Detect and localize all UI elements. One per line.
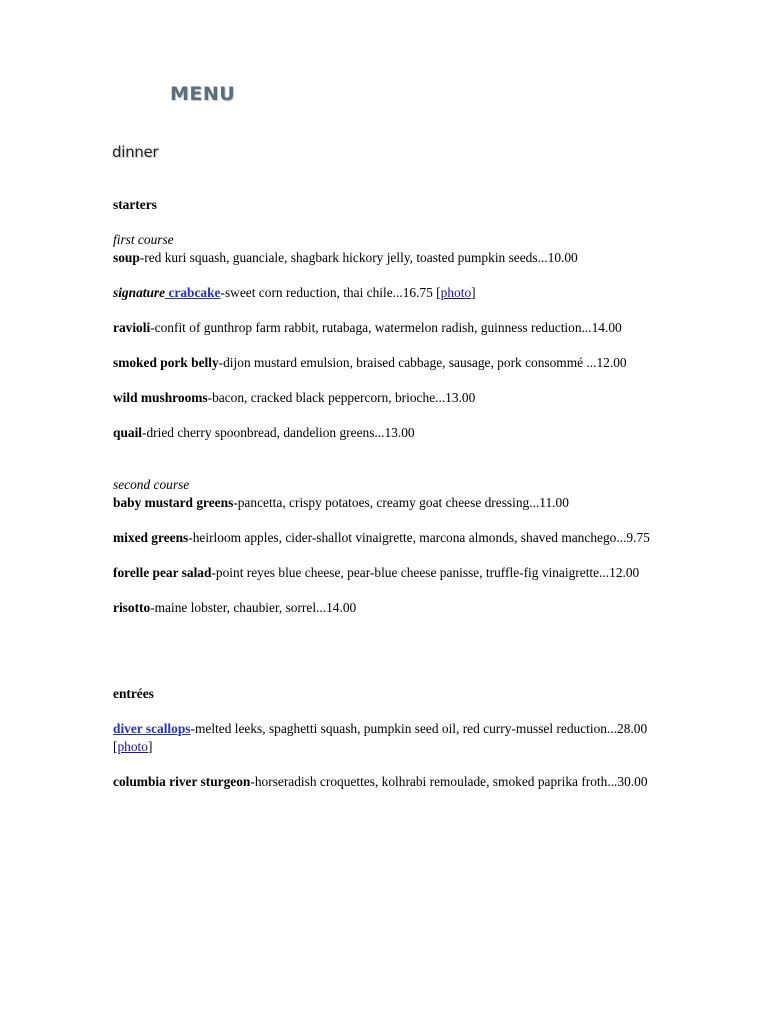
starters-heading: starters	[113, 197, 157, 212]
entrees-heading: entrées	[113, 686, 154, 701]
menu-content	[113, 196, 653, 790]
item-desc: -confit of gunthrop farm rabbit, rutabaga, watermelon radish, guinness reduction...14.00	[150, 319, 622, 335]
item-name: baby mustard greens	[113, 494, 234, 510]
item-desc: -sweet corn reduction, thai chile...16.75 [	[220, 284, 441, 300]
item-name: soup	[113, 249, 140, 265]
item-name: columbia river sturgeon	[113, 773, 251, 789]
menu-item-forelle-pear-salad	[113, 564, 653, 582]
first-course-label: first course	[113, 232, 174, 247]
menu-item-diver-scallops	[113, 720, 653, 755]
item-name: forelle pear salad	[113, 564, 212, 580]
item-desc: -dried cherry spoonbread, dandelion greens...13.00	[142, 424, 415, 440]
scallops-photo-link[interactable]: photo	[117, 738, 148, 754]
item-desc: -maine lobster, chaubier, sorrel...14.00	[150, 599, 357, 615]
dinner-subtitle-logo: dinner	[112, 143, 159, 161]
item-desc: -horseradish croquettes, kolhrabi remoulade, smoked paprika froth...30.00	[250, 773, 648, 789]
crabcake-photo-link[interactable]: photo	[440, 284, 472, 300]
menu-item-quail	[113, 424, 653, 442]
menu-item-pork-belly	[113, 354, 653, 372]
item-desc: -bacon, cracked black peppercorn, brioche...13.00	[207, 389, 476, 405]
item-desc: -dijon mustard emulsion, braised cabbage, sausage, pork consommé ...12.00	[218, 354, 627, 370]
menu-item-crabcake	[113, 284, 653, 302]
diver-scallops-link[interactable]: diver scallops	[113, 721, 191, 736]
item-desc: -pancetta, crispy potatoes, creamy goat cheese dressing...11.00	[233, 494, 569, 510]
second-course-label: second course	[113, 477, 190, 492]
item-desc: -red kuri squash, guanciale, shagbark hickory jelly, toasted pumpkin seeds...10.00	[139, 249, 578, 265]
item-desc: -melted leeks, spaghetti squash, pumpkin seed oil, red curry-mussel reduction...28.00 [	[113, 721, 648, 754]
menu-item-ravioli	[113, 319, 653, 337]
item-prefix: signature	[113, 284, 166, 300]
menu-item-risotto	[113, 599, 653, 617]
menu-item-sturgeon	[113, 773, 653, 791]
item-desc: -heirloom apples, cider-shallot vinaigrette, marcona almonds, shaved manchego...9.75	[188, 529, 650, 545]
crabcake-link[interactable]: crabcake	[165, 284, 221, 300]
item-name: quail	[113, 424, 143, 440]
item-suffix: ]	[471, 284, 476, 300]
menu-title-logo: MENU	[170, 83, 236, 105]
item-suffix: ]	[147, 738, 153, 754]
item-desc: -point reyes blue cheese, pear-blue cheese panisse, truffle-fig vinaigrette...12.00	[211, 564, 640, 580]
item-name: smoked pork belly	[113, 354, 219, 370]
item-name: mixed greens	[113, 529, 189, 545]
menu-item-wild-mushrooms	[113, 389, 653, 407]
menu-item-soup	[113, 249, 653, 267]
item-name: wild mushrooms	[113, 389, 208, 405]
item-name: risotto	[113, 599, 151, 615]
menu-item-baby-mustard-greens	[113, 494, 653, 512]
item-name: ravioli	[113, 319, 151, 335]
menu-item-mixed-greens	[113, 529, 653, 547]
